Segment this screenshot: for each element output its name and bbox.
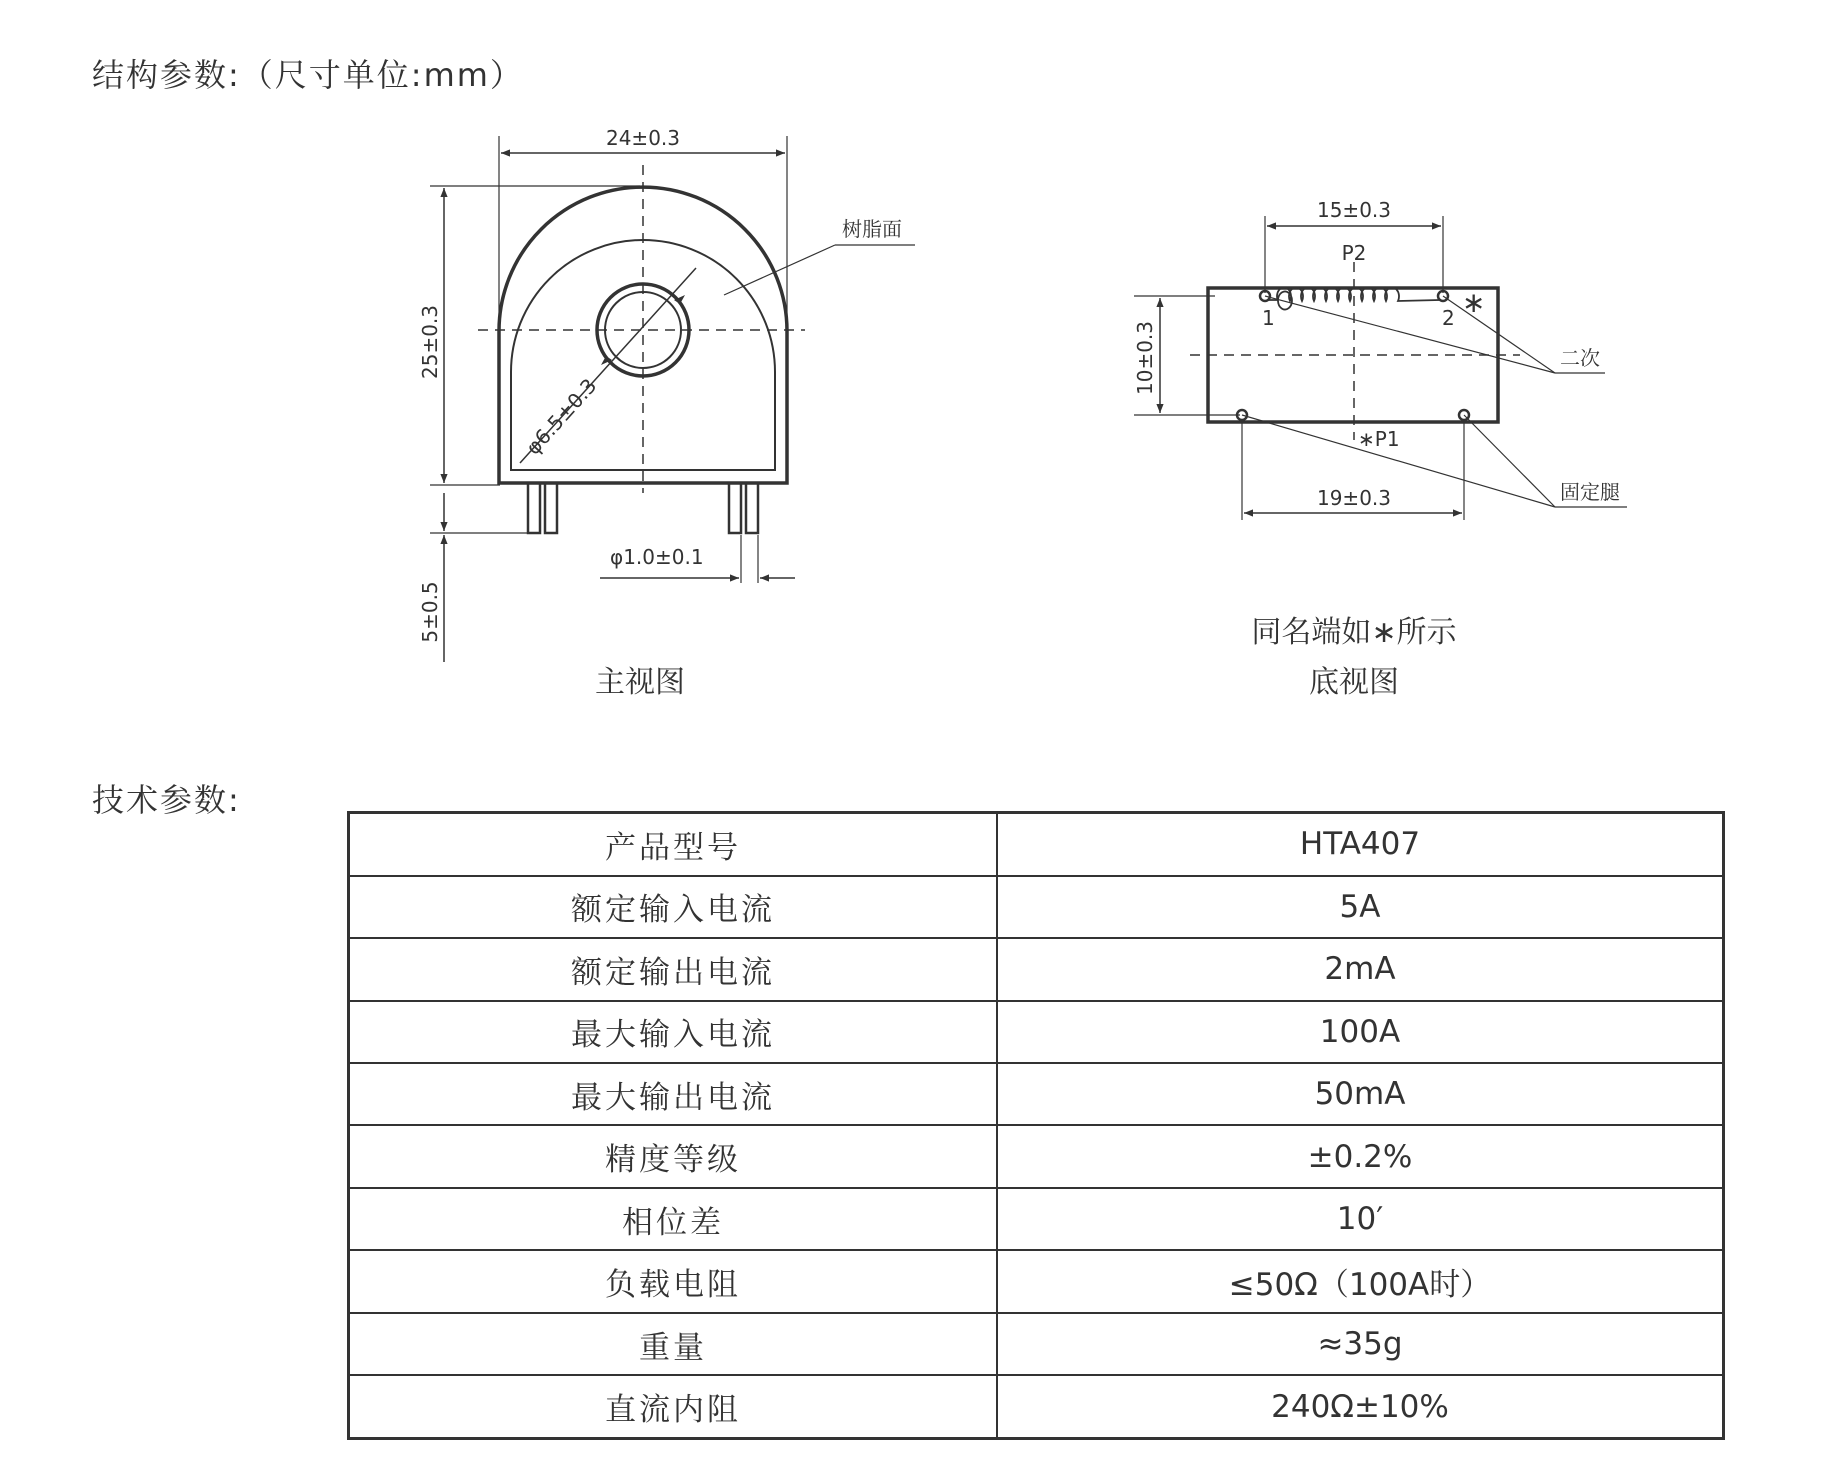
row-value: 50mA bbox=[997, 1063, 1724, 1125]
pin-left bbox=[528, 483, 540, 533]
table-row bbox=[349, 938, 1724, 1000]
p2-label: P2 bbox=[1341, 241, 1367, 265]
row-value: 100A bbox=[997, 1001, 1724, 1063]
row-value: 5A bbox=[997, 876, 1724, 938]
row-value: ≤50Ω（100A时） bbox=[997, 1250, 1724, 1312]
table-row bbox=[349, 1375, 1724, 1438]
dim-pin-length-label: 5±0.5 bbox=[418, 581, 442, 643]
dim-bottom-height-label: 10±0.3 bbox=[1133, 320, 1157, 396]
row-label: 额定输出电流 bbox=[349, 938, 998, 1000]
row-value: 10′ bbox=[997, 1188, 1724, 1250]
table-row bbox=[349, 1063, 1724, 1125]
row-value: HTA407 bbox=[997, 813, 1724, 876]
table-row bbox=[349, 1125, 1724, 1187]
table-row bbox=[349, 1188, 1724, 1250]
row-label: 产品型号 bbox=[349, 813, 998, 876]
pin1-label: 1 bbox=[1262, 306, 1275, 330]
p1-label: ∗P1 bbox=[1358, 427, 1400, 451]
row-value: ≈35g bbox=[997, 1313, 1724, 1375]
polarity-note: 同名端如∗所示 bbox=[1251, 615, 1457, 650]
row-label: 重量 bbox=[349, 1313, 998, 1375]
structure-heading: 结构参数:（尺寸单位:mm） bbox=[92, 56, 524, 94]
row-label: 最大输入电流 bbox=[349, 1001, 998, 1063]
dim-top-label: 15±0.3 bbox=[1316, 198, 1392, 222]
bottom-view-caption: 底视图 bbox=[1309, 665, 1399, 700]
row-label: 额定输入电流 bbox=[349, 876, 998, 938]
dim-width-label: 24±0.3 bbox=[605, 126, 681, 150]
table-row bbox=[349, 876, 1724, 938]
technical-heading: 技术参数: bbox=[92, 781, 241, 819]
row-label: 负载电阻 bbox=[349, 1250, 998, 1312]
table-row bbox=[349, 1001, 1724, 1063]
pin-left-2 bbox=[545, 483, 557, 533]
row-value: ±0.2% bbox=[997, 1125, 1724, 1187]
resin-label: 树脂面 bbox=[842, 217, 902, 241]
pin-right-2 bbox=[746, 483, 758, 533]
front-view bbox=[418, 126, 915, 700]
dim-pin-label: φ1.0±0.1 bbox=[610, 545, 704, 569]
pin-right bbox=[729, 483, 741, 533]
row-label: 相位差 bbox=[349, 1188, 998, 1250]
row-value: 2mA bbox=[997, 938, 1724, 1000]
row-label: 最大输出电流 bbox=[349, 1063, 998, 1125]
table-row bbox=[349, 1313, 1724, 1375]
secondary-label: 二次 bbox=[1560, 346, 1600, 370]
row-value: 240Ω±10% bbox=[997, 1375, 1724, 1438]
polarity-star: ∗ bbox=[1462, 286, 1486, 319]
spec-table bbox=[347, 811, 1725, 1440]
row-label: 直流内阻 bbox=[349, 1375, 998, 1438]
dim-height-label: 25±0.3 bbox=[418, 304, 442, 380]
table-row bbox=[349, 1250, 1724, 1312]
row-label: 精度等级 bbox=[349, 1125, 998, 1187]
dim-hole-label: φ6.5±0.3 bbox=[520, 373, 602, 460]
dim-bottom-label: 19±0.3 bbox=[1316, 486, 1392, 510]
pin2-label: 2 bbox=[1442, 306, 1455, 330]
table-row bbox=[349, 813, 1724, 876]
bottom-view bbox=[1133, 198, 1627, 700]
fixed-leg-label: 固定腿 bbox=[1560, 480, 1620, 504]
front-view-caption: 主视图 bbox=[595, 665, 685, 700]
